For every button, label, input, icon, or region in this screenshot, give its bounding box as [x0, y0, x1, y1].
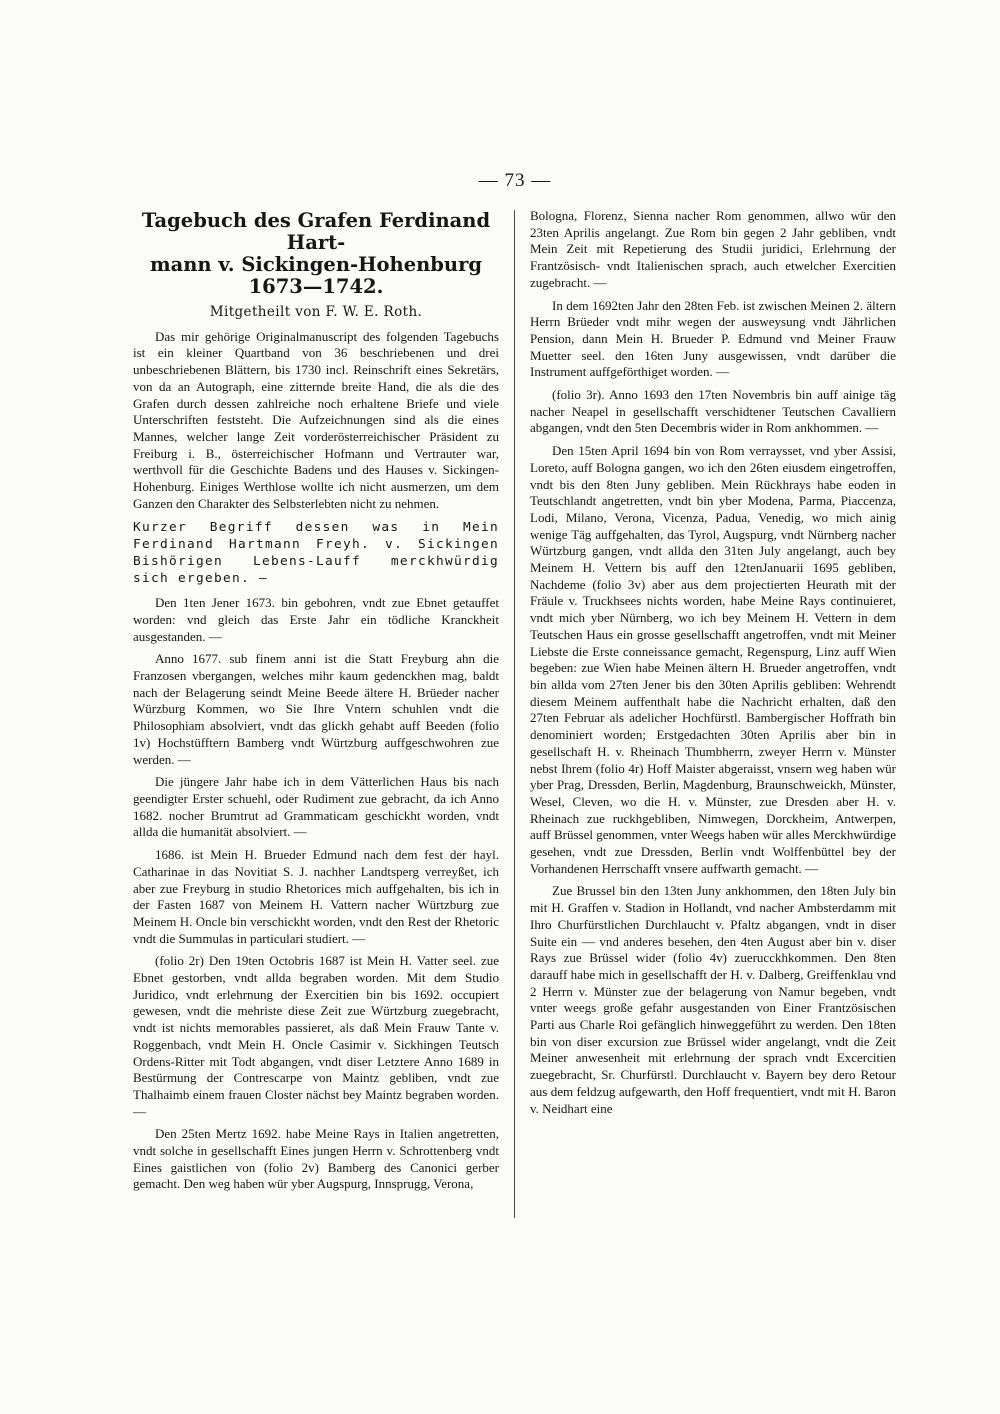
right-column: [530, 208, 896, 1218]
title-line: mann v. Sickingen-Hohenburg: [149, 253, 483, 276]
paragraph: (folio 2r) Den 19ten Octobris 1687 ist Mein H. Vatter seel. zue Ebnet gestorben, vndt allda begraben worden. Mit dem Studio Juridico, vndt erlehrnung der Exercitien bin bis 1692. occupiert gewesen, vndt die mehriste diese Zeit zue Würtzburg zuegebracht, vndt ist nichts memorables passieret, als daß Mein Frauw Tante v. Roggenbach, vndt Mein H. Oncle Casimir v. Sickhingen Teutsch Ordens-Ritter mit Todt abgangen, vndt diser Letztere Anno 1689 in Bestürmung der Contrescarpe von Maintz gebliben, vndt zue Thalhaimb einem frauen Closter nächst bey Maintz begraben worden. —: [133, 953, 499, 1119]
column-divider: [514, 210, 515, 1218]
paragraph: Zue Brussel bin den 13ten Juny ankhommen, den 18ten July bin mit H. Graffen v. Stadion in Hollandt, vnd nacher Ambsterdamm mit Ihro Churfürstlichen Durchlaucht v. Pfaltz abgangen, vndt in diser Suite ein — vnd anderes besehen, den 4ten August aber bin v. diser Rays zue Brüssel wider (folio 4v) zuerucckhkommen. Den 8ten darauff habe mich in gesellschafft der H. v. Dalberg, Greiffenklau vnd 2 Herrn v. Münster zue der belagerung von Namur begeben, vndt vnter weegs große gefahr ausgestanden von Einer Frantzösischen Parti aus Charle Roi gefänglich hinweggeführt zu werden. Den 18ten bin von diser excursion zue Brüssel wider angelangt, vndt die Zeit Meiner anwesenheit mit erlehrnung der sprach vndt Excercitien zuegebracht, Sr. Churfürstl. Durchlaucht v. Bayern bey dero Retour aus dem feldzug aufgewarth, den Hoff frequentiert, vndt mit H. Baron v. Neidhart eine: [530, 883, 896, 1116]
page-number: — 73 —: [478, 170, 552, 191]
paragraph: Den 25ten Mertz 1692. habe Meine Rays in Italien angetretten, vndt solche in gesellschafft Eines jungen Herrn v. Schrottenberg vndt Eines gaistlichen von (folio 2v) Bamberg des Canonici gerber gemacht. Den weg haben wür yber Augspurg, Innsprugg, Verona,: [133, 1126, 499, 1192]
article-title: [133, 210, 499, 298]
title-line: 1673—1742.: [248, 275, 384, 298]
intro-paragraph: Das mir gehörige Originalmanuscript des folgenden Tagebuchs ist ein kleiner Quartband von 36 beschriebenen und drei unbeschriebenen Blättern, bis 1730 incl. Reinschrift eines Sekretärs, von da an Autograph, eine zitternde breite Hand, die als die des Grafen durch dessen zahlreiche noch erhaltene Briefe und viele Unterschriften feststeht. Die Aufzeichnungen sind als die eines Mannes, welcher lange Zeit vorderösterreichischer Präsident zu Freiburg i. B., österreichischer Hofmann und Vertrauter war, werthvoll für die Geschichte Badens und des Hauses v. Sickingen-Hohenburg. Einiges Werthlose wollte ich nicht ausmerzen, um dem Ganzen den Charakter des Selbsterlebten nicht zu nehmen.: [133, 328, 499, 511]
diary-heading: Kurzer Begriff dessen was in Mein Ferdinand Hartmann Freyh. v. Sickingen Bishörigen Lebens-Lauff merckhwürdig sich ergeben. —: [133, 520, 499, 586]
paragraph: 1686. ist Mein H. Brueder Edmund nach dem fest der hayl. Catharinae in das Novitiat S. J. nachher Landtsperg verreyßet, ich aber zue Freyburg in studio Rhetorices mich auffgehalten, bis ich in der Fasten 1687 von Meinem H. Vattern nacher Würtzburg zue Meinem H. Oncle bin verschickht worden, vndt den Rest der Rhetoric vndt die Summulas in particulari studiert. —: [133, 847, 499, 946]
paragraph: Bologna, Florenz, Sienna nacher Rom genommen, allwo wür den 23ten Aprilis angelangt. Zue Rom bin gegen 2 Jahr gebliben, vndt Mein Zeit mit Repetierung des Studii juridici, Erlehrnung der Frantzösisch- vndt Italienischen sprach, auch etwelcher Exercitien zugebracht. —: [530, 208, 896, 290]
left-column: [133, 208, 499, 1218]
paragraph: Anno 1677. sub finem anni ist die Statt Freyburg ahn die Franzosen vbergangen, welches mihr kaum gedenckhen mag, baldt nach der Belagerung seindt Meine Beede ältere H. Brüeder nacher Würzburg Kommen, wo Sie Ihre Vntern schuhlen vndt die Philosophiam absolviert, vndt das glickh gehabt auff Beeden (folio 1v) Hochstüfftern Bamberg vndt Würtzburg auffgeschwohren zue werden. —: [133, 651, 499, 767]
paragraph: Den 1ten Jener 1673. bin gebohren, vndt zue Ebnet getauffet worden: vnd gleich das Erste Jahr ein tödliche Kranckheit ausgestanden. —: [133, 595, 499, 644]
paragraph: Den 15ten April 1694 bin von Rom verraysset, vnd yber Assisi, Loreto, auff Bologna gangen, wo ich den 26ten eiusdem eingetroffen, vndt bis den 8ten Juny gebliben. Mein Rückhrays habe eoden in Teutschlandt angetretten, vndt bin yber Modena, Parma, Piaccenza, Lodi, Milano, Verona, Vicenza, Padua, Venedig, wo mich ainig wenige Täg auffgehalten, das Tyrol, Augspurg, vndt Nürnberg nacher Würtzburg gangen, vndt allda den 31ten July angelangt, auch bey Meinem H. Vettern bis auff den 12tenJanuarii 1695 gebliben, Nachdeme (folio 3v) aber aus dem projectierten Heurath mit der Fräule v. Truckhsees nichts worden, habe Meine Rays continuieret, vndt mich yber Nürnberg, wo ich bey Meinem H. Vettern in dem Teutschen Haus ein grosse gesellschafft angetroffen, vndt mit Meiner Liebste die Erste conneissance gemacht, Regenspurg, Linz auff Wien begeben: zue Wien habe Meinen ältern H. Brueder angetroffen, vndt bin allda vom 27ten Jener bis den 30ten Aprilis gebliben: Wehrendt diesem Meinem auffenthalt habe die Nachricht erhalten, daß den 27ten Februar als adelicher Hochfürstl. Bambergischer Hoffrath bin denominiert worden; Erstgedachten 30ten Aprilis aber bin in gesellschaft H. v. Rheinach Thumbherrn, zweyer Herrn v. Münster nebst Ihrem (folio 4r) Hoff Maister abgeraisst, vnsern weg haben wür yber Prag, Dressden, Berlin, Magdenburg, Braunschweickh, Münster, Wesel, Cleven, wo die H. v. Münster, zue Dresden aber H. v. Rheinach zue ruckhgebliben, Nimwegen, Dorckheim, Antwerpen, auff Brüssel genommen, vnter Weegs haben wür alles Merckhwürdige gesehen, vndt zue Dressden, Berlin vndt Wolffenbüttel bey der Vorhandenen Herrschafft vnsere auffwarth gemacht. —: [530, 443, 896, 876]
title-line: Tagebuch des Grafen Ferdinand Hart-: [141, 209, 491, 254]
byline: Mitgetheilt von F. W. E. Roth.: [209, 304, 423, 320]
paragraph: In dem 1692ten Jahr den 28ten Feb. ist zwischen Meinen 2. ältern Herrn Brüeder vndt mihr wegen der ausweysung vndt Jährlichen Pension, dann Mein H. Brueder P. Edmund vnd Meiner Frauw Muetter seel. den 16ten Juny ausgewissen, vndt darüber die Instrument auffgeförthiget worden. —: [530, 297, 896, 380]
paragraph: Die jüngere Jahr habe ich in dem Vätterlichen Haus bis nach geendigter Erster schuehl, oder Rudiment zue gebracht, da ich Anno 1682. nocher Brumtrut ad Grammaticam geschickht worden, vndt allda die humanität absolviert. —: [133, 774, 499, 840]
paragraph: (folio 3r). Anno 1693 den 17ten Novembris bin auff ainige täg nacher Neapel in gesellschafft verschidtener Teutschen Cavalliern abgangen, vndt den 5ten Decembris wider in Rom ankhommen. —: [530, 387, 896, 436]
